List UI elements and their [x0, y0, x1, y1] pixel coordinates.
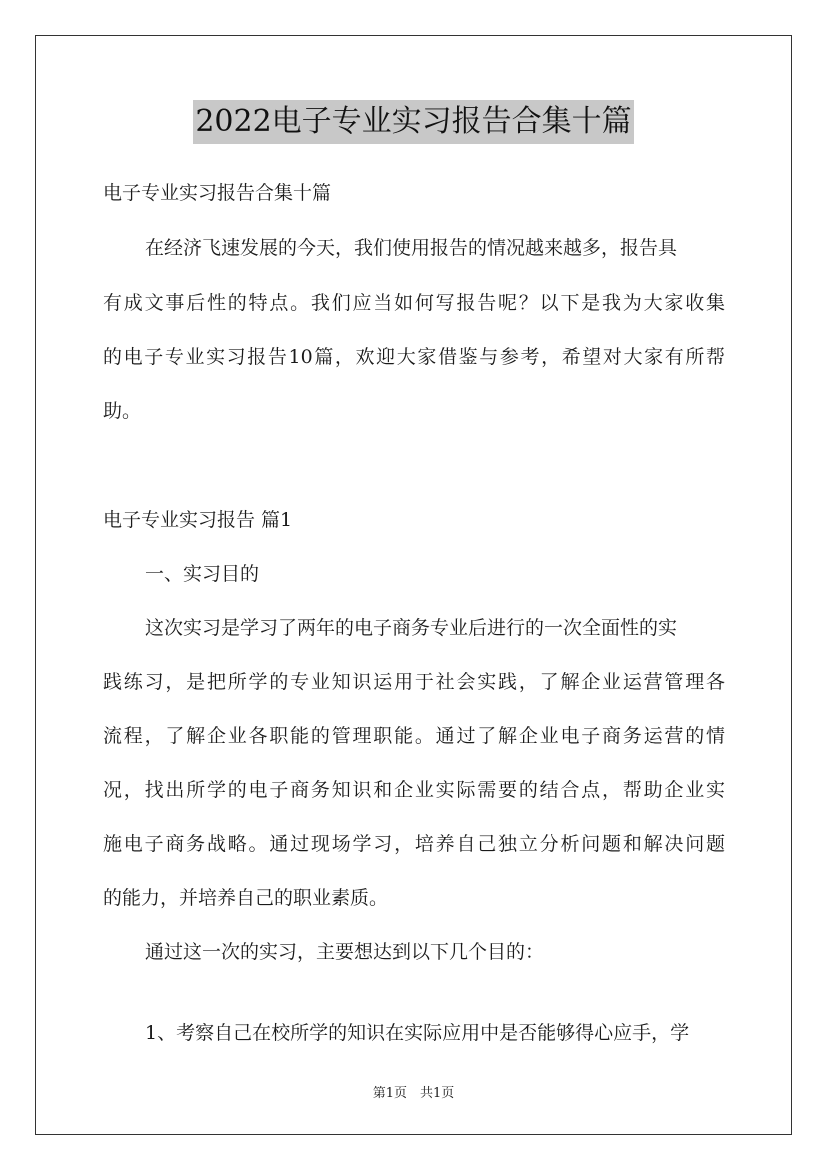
- purpose-line: 践练习，是把所学的专业知识运用于社会实践，了解企业运营管理各: [103, 671, 725, 693]
- purpose-line: 这次实习是学习了两年的电子商务专业后进行的一次全面性的实: [145, 617, 678, 639]
- purpose-line: 的能力，并培养自己的职业素质。: [103, 887, 389, 909]
- page-number: 第1页 共1页: [372, 1086, 455, 1101]
- title-container: [0, 100, 827, 144]
- subtitle: 电子专业实习报告合集十篇: [103, 182, 332, 204]
- document-title: 2022电子专业实习报告合集十篇: [193, 100, 633, 144]
- goal-item: 1、考察自己在校所学的知识在实际应用中是否能够得心应手，学: [145, 1022, 690, 1044]
- purpose-line: 施电子商务战略。通过现场学习，培养自己独立分析问题和解决问题: [103, 833, 725, 855]
- intro-line: 在经济飞速发展的今天，我们使用报告的情况越来越多，报告具: [145, 237, 678, 259]
- section-heading: 电子专业实习报告 篇1: [103, 509, 293, 531]
- intro-line: 有成文事后性的特点。我们应当如何写报告呢？以下是我为大家收集: [103, 292, 725, 314]
- subsection-heading: 一、实习目的: [145, 563, 260, 585]
- intro-line: 助。: [103, 400, 142, 422]
- goals-intro: 通过这一次的实习，主要想达到以下几个目的：: [145, 941, 545, 963]
- purpose-line: 况，找出所学的电子商务知识和企业实际需要的结合点，帮助企业实: [103, 779, 725, 801]
- purpose-line: 流程，了解企业各职能的管理职能。通过了解企业电子商务运营的情: [103, 725, 725, 747]
- intro-line: 的电子专业实习报告10篇，欢迎大家借鉴与参考，希望对大家有所帮: [103, 346, 725, 368]
